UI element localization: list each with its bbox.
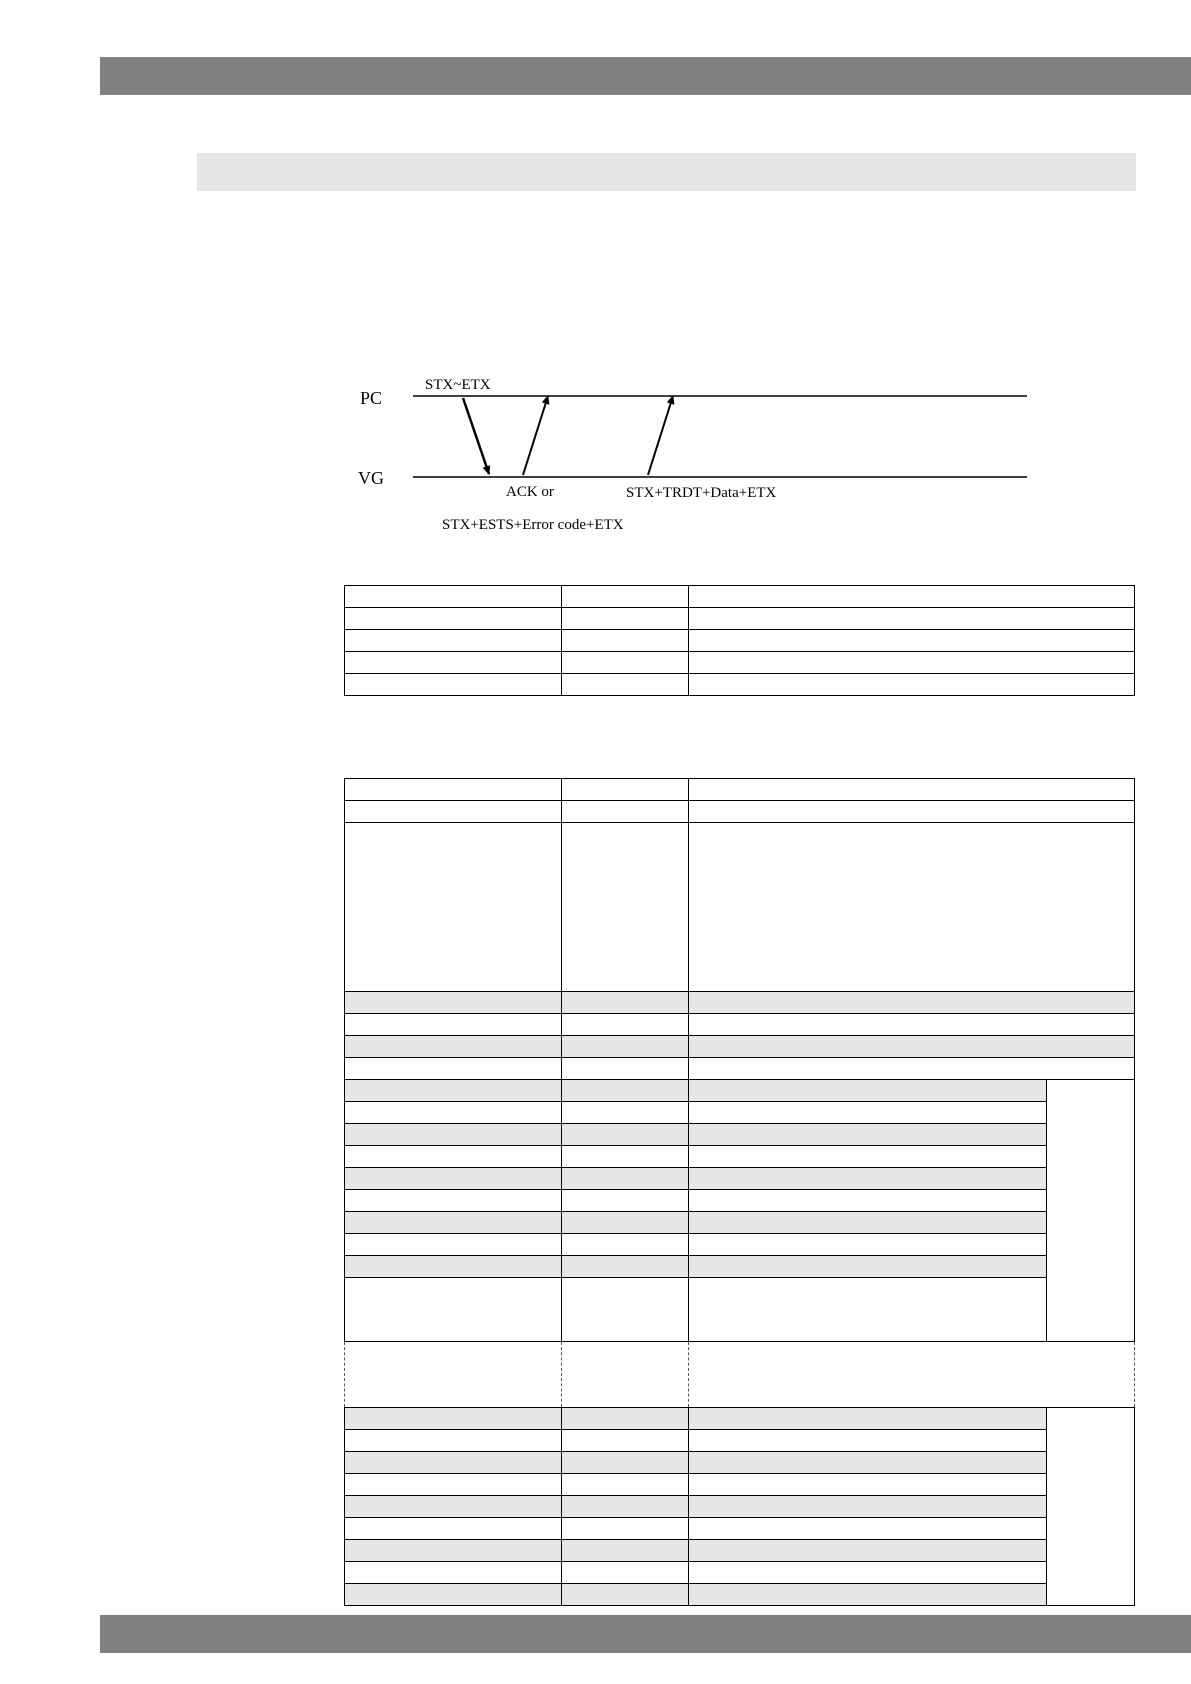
table-row [345,1234,1135,1256]
error-label: STX+ESTS+Error code+ETX [442,517,624,533]
table-row [345,1102,1135,1124]
table-row [345,1562,1135,1584]
data-label: STX+TRDT+Data+ETX [626,485,777,501]
table-row [345,1584,1135,1606]
table-row [345,1190,1135,1212]
table-row [345,801,1135,823]
table-row [345,630,1135,652]
table-row [345,586,1135,608]
table-row [345,608,1135,630]
table-row [345,1058,1135,1080]
sequence-diagram [0,0,1191,560]
table-row [345,1474,1135,1496]
table-row [345,1452,1135,1474]
table-row [345,1212,1135,1234]
table-1 [344,585,1135,696]
pc-label: PC [360,388,383,408]
table-row [345,1146,1135,1168]
table-row [345,992,1135,1014]
table-row [345,1518,1135,1540]
table-row [345,779,1135,801]
table-row [345,823,1135,992]
table-row [345,1014,1135,1036]
table-row [345,1430,1135,1452]
ack-arrow [523,396,548,475]
table-row [345,1408,1135,1430]
send-label: STX~ETX [425,377,491,393]
footer-band [100,1615,1191,1653]
table-row [345,1080,1135,1102]
ack-label: ACK or [506,484,554,500]
table-row [345,1256,1135,1278]
table-row [345,652,1135,674]
table-row [345,674,1135,696]
table-row [345,1036,1135,1058]
send-arrow [463,398,489,474]
table-row [345,1278,1135,1342]
table-2 [344,778,1135,1606]
vg-label: VG [358,468,384,488]
table-row [345,1496,1135,1518]
table-row [345,1342,1135,1408]
table-row [345,1124,1135,1146]
table-row [345,1540,1135,1562]
data-arrow [648,396,673,475]
table-row [345,1168,1135,1190]
